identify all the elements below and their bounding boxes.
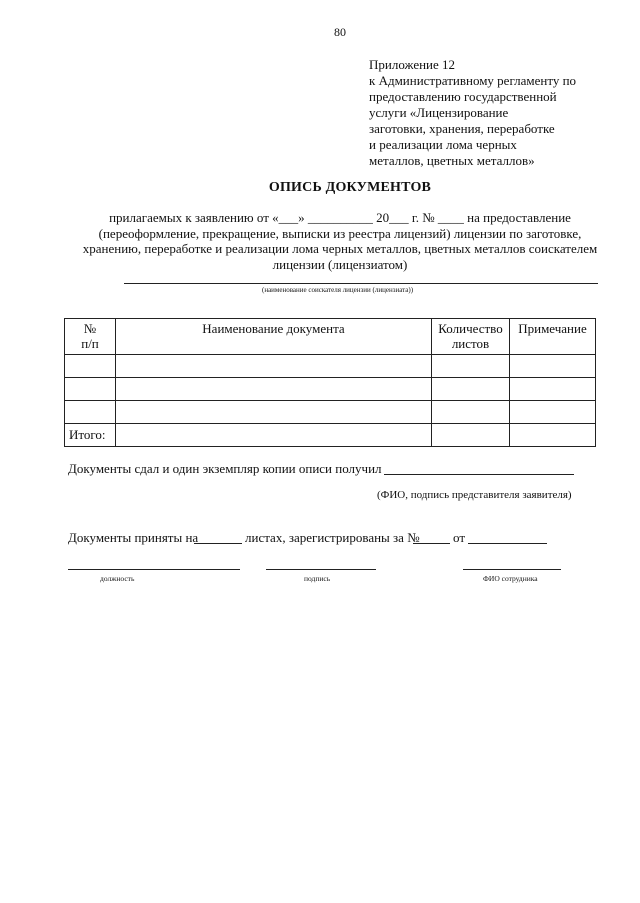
appendix-line: и реализации лома черных [369, 137, 517, 152]
table-cell[interactable] [432, 424, 510, 447]
appendix-block [369, 57, 629, 169]
header-number: № п/п [65, 319, 116, 355]
table-cell[interactable] [116, 424, 432, 447]
table-cell[interactable] [116, 378, 432, 401]
intro-line: хранению, переработке и реализации лома черных металлов, цветных металлов соискателем [82, 241, 598, 256]
total-label: Итого: [65, 424, 116, 447]
table-row [65, 378, 596, 401]
header-sheet-count: Количество листов [432, 319, 510, 355]
table-header-row [65, 319, 596, 355]
documents-table [64, 318, 596, 447]
registration-date-line[interactable] [468, 543, 547, 544]
signature-line[interactable] [266, 569, 376, 570]
table-row [65, 401, 596, 424]
table-cell[interactable] [65, 355, 116, 378]
intro-paragraph [40, 210, 640, 272]
document-title: ОПИСЬ ДОКУМЕНТОВ [268, 180, 432, 195]
applicant-name-line[interactable] [124, 283, 598, 284]
intro-line: лицензии (лицензиатом) [272, 256, 408, 272]
appendix-line: к Административному регламенту по [369, 73, 577, 88]
table-cell[interactable] [510, 355, 596, 378]
table-total-row [65, 424, 596, 447]
table-cell[interactable] [510, 424, 596, 447]
table-row [65, 355, 596, 378]
page-number: 80 [334, 25, 346, 39]
appendix-line: заготовки, хранения, переработке [369, 121, 555, 136]
table-cell[interactable] [510, 401, 596, 424]
signature-caption: подпись [304, 574, 331, 583]
appendix-line: металлов, цветных металлов» [369, 153, 535, 168]
accepted-text-part3: от [453, 530, 466, 545]
header-document-name: Наименование документа [116, 319, 432, 355]
table-cell[interactable] [432, 355, 510, 378]
appendix-line: Приложение 12 [369, 57, 456, 72]
table-cell[interactable] [510, 378, 596, 401]
header-note: Примечание [510, 319, 596, 355]
position-caption: должность [100, 574, 135, 583]
appendix-line: предоставлению государственной [369, 89, 557, 104]
accepted-text-part2: листах, зарегистрированы за № [245, 530, 420, 545]
employee-name-caption: ФИО сотрудника [483, 574, 538, 583]
table-cell[interactable] [65, 378, 116, 401]
table-cell[interactable] [116, 355, 432, 378]
registration-number-line[interactable] [413, 543, 450, 544]
table-cell[interactable] [432, 378, 510, 401]
handover-caption: (ФИО, подпись представителя заявителя) [377, 489, 572, 501]
position-line[interactable] [68, 569, 240, 570]
intro-line: прилагаемых к заявлению от «___» __________ 20___ г. № ____ на предоставление [109, 210, 571, 225]
handover-text: Документы сдал и один экземпляр копии описи получил [68, 461, 382, 476]
intro-line: (переоформление, прекращение, выписки из реестра лицензий) лицензии по заготовке, [98, 225, 582, 241]
table-cell[interactable] [116, 401, 432, 424]
table-cell[interactable] [65, 401, 116, 424]
sheet-count-line[interactable] [194, 543, 242, 544]
table-cell[interactable] [432, 401, 510, 424]
appendix-line: услуги «Лицензирование [369, 105, 509, 120]
handover-signature-line[interactable] [384, 474, 574, 475]
applicant-caption: (наименование соискателя лицензии (лицензиата)) [262, 286, 414, 294]
employee-name-line[interactable] [463, 569, 561, 570]
accepted-text-part1: Документы приняты на [68, 530, 199, 545]
